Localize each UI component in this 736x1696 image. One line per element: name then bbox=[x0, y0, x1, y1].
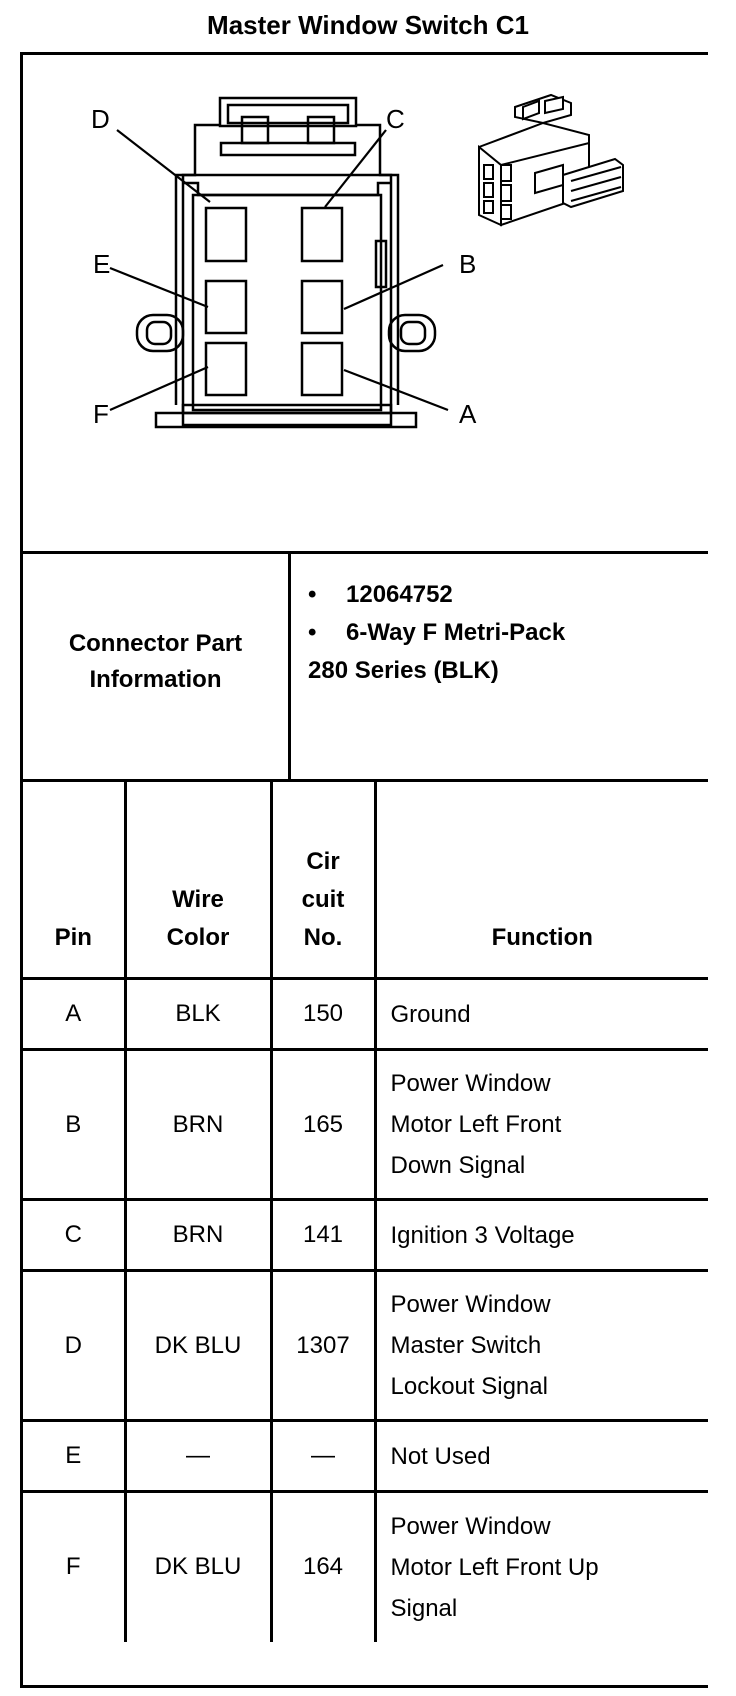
table-row bbox=[23, 1421, 708, 1492]
page-title: Master Window Switch C1 bbox=[207, 10, 529, 40]
function-cell: Power Window Master Switch Lockout Signal bbox=[375, 1271, 708, 1421]
pin-cell: C bbox=[23, 1200, 125, 1271]
header-pin: Pin bbox=[23, 782, 125, 979]
label-line-2: Information bbox=[89, 665, 222, 693]
pin-label-e: E bbox=[93, 249, 111, 279]
function-cell: Ignition 3 Voltage bbox=[375, 1200, 708, 1271]
function-cell: Power Window Motor Left Front Down Signal bbox=[375, 1050, 708, 1200]
wire-color-cell: DK BLU bbox=[125, 1492, 271, 1642]
header-function: Function bbox=[375, 782, 708, 979]
cavity-d bbox=[206, 208, 246, 261]
wire-color-cell: BLK bbox=[125, 979, 271, 1050]
circuit-cell: 1307 bbox=[271, 1271, 375, 1421]
cavity-a bbox=[302, 343, 342, 395]
connector-description: 6-Way F Metri-Pack bbox=[346, 619, 566, 646]
label-line-1: Connector Part bbox=[68, 629, 243, 657]
part-number: 12064752 bbox=[346, 581, 453, 608]
connector-description-continued: 280 Series (BLK) bbox=[308, 657, 499, 684]
pin-label-c: C bbox=[386, 104, 405, 134]
wire-color-cell: BRN bbox=[125, 1200, 271, 1271]
function-cell: Power Window Motor Left Front Up Signal bbox=[375, 1492, 708, 1642]
connector-isometric-view bbox=[479, 95, 623, 225]
pin-label-f: F bbox=[93, 399, 109, 429]
list-item bbox=[308, 614, 698, 652]
cavity-e bbox=[206, 281, 246, 333]
table-row bbox=[23, 1492, 708, 1642]
pin-table bbox=[23, 782, 708, 1642]
cavity-f bbox=[206, 343, 246, 395]
pin-cell: D bbox=[23, 1271, 125, 1421]
connector-diagram bbox=[23, 55, 708, 554]
cavity-c bbox=[302, 208, 342, 261]
wire-color-cell: DK BLU bbox=[125, 1271, 271, 1421]
connector-sheet bbox=[20, 52, 708, 1688]
pin-cell: E bbox=[23, 1421, 125, 1492]
circuit-cell: 141 bbox=[271, 1200, 375, 1271]
list-item bbox=[308, 576, 698, 614]
table-row bbox=[23, 1200, 708, 1271]
pin-label-a: A bbox=[459, 399, 477, 429]
circuit-cell: 150 bbox=[271, 979, 375, 1050]
bullet: • bbox=[308, 619, 317, 646]
pin-label-d: D bbox=[91, 104, 110, 134]
connector-part-information-label bbox=[23, 554, 291, 779]
circuit-cell: 164 bbox=[271, 1492, 375, 1642]
pin-cell: F bbox=[23, 1492, 125, 1642]
part-info-list bbox=[308, 576, 698, 690]
header-circuit-no: Cir cuit No. bbox=[271, 782, 375, 979]
table-row bbox=[23, 1271, 708, 1421]
header-wire-color: Wire Color bbox=[125, 782, 271, 979]
circuit-cell: — bbox=[271, 1421, 375, 1492]
wire-color-cell: — bbox=[125, 1421, 271, 1492]
connector-part-information bbox=[23, 554, 708, 782]
function-cell: Ground bbox=[375, 979, 708, 1050]
bullet: • bbox=[308, 581, 317, 608]
table-row bbox=[23, 1050, 708, 1200]
pin-label-b: B bbox=[459, 249, 477, 279]
circuit-cell: 165 bbox=[271, 1050, 375, 1200]
function-cell: Not Used bbox=[375, 1421, 708, 1492]
cavity-b bbox=[302, 281, 342, 333]
pin-cell: A bbox=[23, 979, 125, 1050]
wire-color-cell: BRN bbox=[125, 1050, 271, 1200]
table-row bbox=[23, 979, 708, 1050]
connector-face-drawing bbox=[23, 55, 708, 551]
table-header-row bbox=[23, 782, 708, 979]
pin-cell: B bbox=[23, 1050, 125, 1200]
